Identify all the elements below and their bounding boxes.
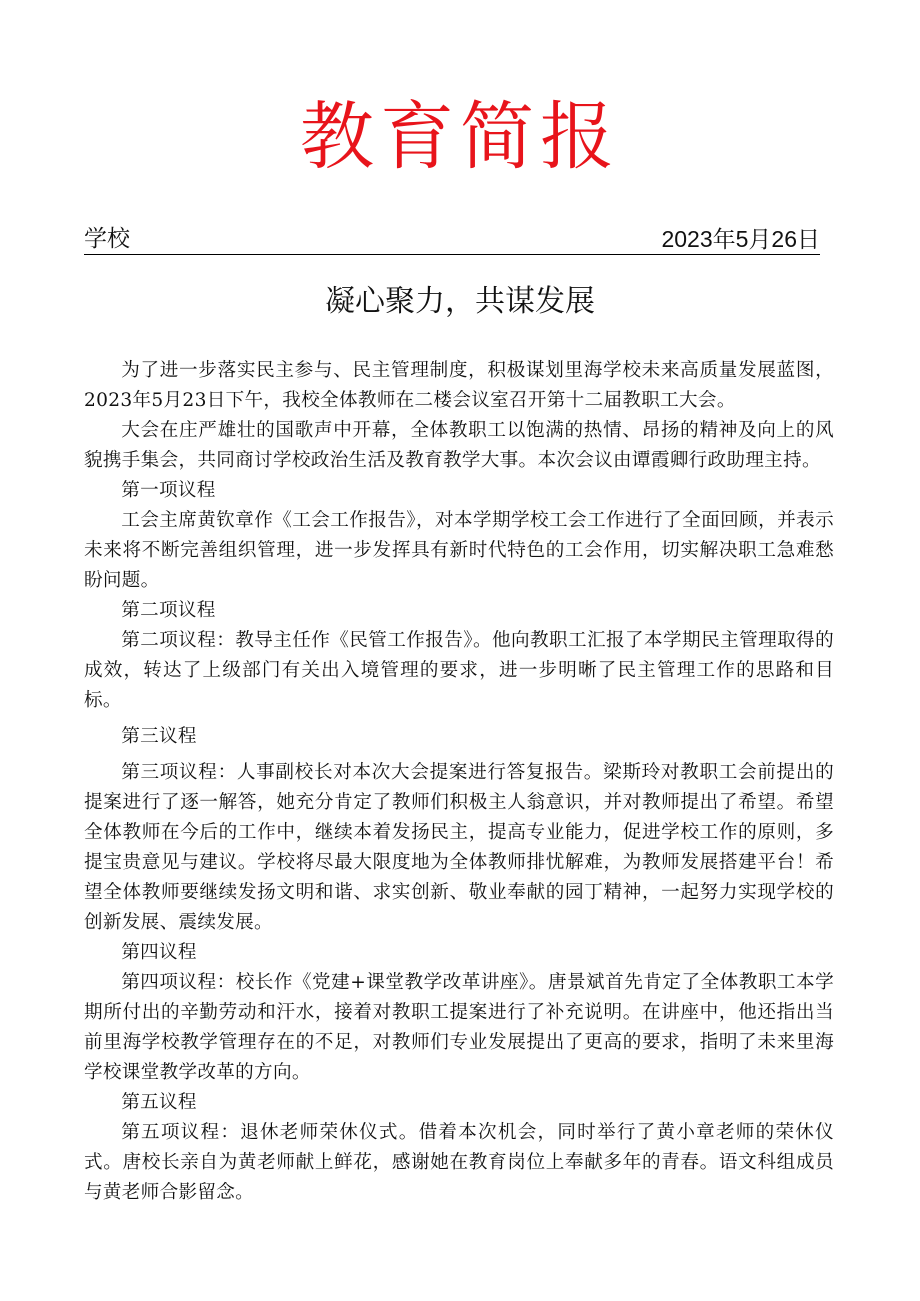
publication-info-line <box>84 224 820 255</box>
agenda-heading-3: 第三议程 <box>121 726 197 747</box>
agenda-item-4: 第四项议程：校长作《党建+课堂教学改革讲座》。唐景斌首先肯定了全体教职工本学期所付出的辛勤劳动和汗水，接着对教职工提案进行了补充说明。在讲座中，他还指出当前里海学校教学管理存在的不足，对教师们专业发展提出了更高的要求，指明了未来里海学校课堂教学改革的方向。 <box>84 972 834 1083</box>
agenda-item-5: 第五项议程：退休老师荣休仪式。借着本次机会，同时举行了黄小章老师的荣休仪式。唐校长亲自为黄老师献上鲜花，感谢她在教育岗位上奉献多年的青春。语文科组成员与黄老师合影留念。 <box>84 1122 834 1203</box>
publication-date: 2023年5月26日 <box>661 226 820 252</box>
article-body <box>84 356 834 1208</box>
agenda-heading-2: 第二项议程 <box>121 600 216 621</box>
agenda-item-2: 第二项议程：教导主任作《民管工作报告》。他向教职工汇报了本学期民主管理取得的成效，转达了上级部门有关出入境管理的要求，进一步明晰了民主管理工作的思路和目标。 <box>84 630 834 711</box>
agenda-heading-5: 第五议程 <box>121 1092 197 1113</box>
newsletter-masthead: 教育简报 <box>300 94 620 180</box>
agenda-heading-4: 第四议程 <box>121 942 197 963</box>
article-headline: 凝心聚力，共谋发展 <box>325 284 595 319</box>
agenda-heading-1: 第一项议程 <box>121 480 216 501</box>
agenda-item-1: 工会主席黄钦章作《工会工作报告》，对本学期学校工会工作进行了全面回顾，并表示未来将不断完善组织管理，进一步发挥具有新时代特色的工会作用，切实解决职工急难愁盼问题。 <box>84 510 834 591</box>
school-label: 学校 <box>84 226 130 252</box>
paragraph-intro: 为了进一步落实民主参与、民主管理制度，积极谋划里海学校未来高质量发展蓝图，2023年5月23日下午，我校全体教师在二楼会议室召开第十二届教职工大会。 <box>84 360 834 411</box>
paragraph-opening: 大会在庄严雄壮的国歌声中开幕，全体教职工以饱满的热情、昂扬的精神及向上的风貌携手集会，共同商讨学校政治生活及教育教学大事。本次会议由谭霞卿行政助理主持。 <box>84 420 834 471</box>
agenda-item-3: 第三项议程：人事副校长对本次大会提案进行答复报告。梁斯玲对教职工会前提出的提案进行了逐一解答，她充分肯定了教师们积极主人翁意识，并对教师提出了希望。希望全体教师在今后的工作中，继续本着发扬民主，提高专业能力，促进学校工作的原则，多提宝贵意见与建议。学校将尽最大限度地为全体教师排忧解难，为教师发展搭建平台！希望全体教师要继续发扬文明和谐、求实创新、敬业奉献的园丁精神，一起努力实现学校的创新发展、震续发展。 <box>84 762 834 933</box>
